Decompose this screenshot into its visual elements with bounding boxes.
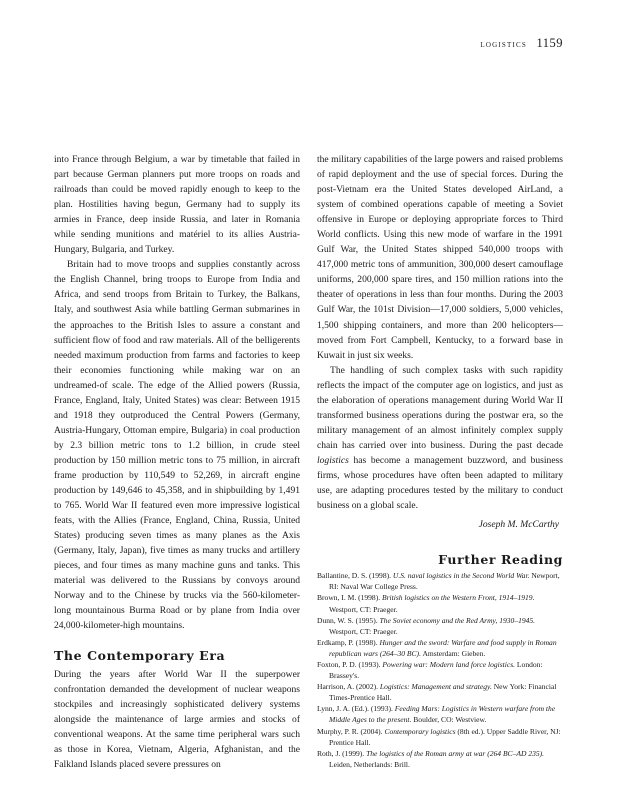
reference-title: Feeding Mars: Logistics in Western warfare from the Middle Ages to the present.	[329, 704, 556, 725]
reference-author-date: Foxton, P. D. (1993).	[317, 659, 383, 669]
reference-title: Contemporary logistics	[384, 726, 456, 736]
reference-title: British logistics on the Western Front, 1914–1919.	[381, 593, 535, 603]
reference-publisher: Westport, CT: Praeger.	[329, 604, 398, 614]
reference-title: The Soviet economy and the Red Army, 1930–1945.	[379, 615, 536, 625]
reference-publisher: Amsterdam: Gieben.	[420, 648, 486, 658]
reference-publisher: Newport, RI: Naval War College Press.	[329, 571, 560, 592]
right-column	[317, 152, 563, 770]
reference-author-date: Ballantine, D. S. (1998).	[317, 571, 393, 581]
reference-title: The logistics of the Roman army at war (264 BC–AD 235).	[366, 748, 545, 758]
body-paragraph: During the years after World War II the superpower confrontation demanded the development of nuclear weapons stockpiles and increasingly sophisticated delivery systems alongside the maintenance of large armies and stocks of conventional weapons. At the same time peripheral wars such as those in Korea, Vietnam, Algeria, Afghanistan, and the Falkland Islands placed severe pressures on	[54, 668, 300, 770]
reference-title: Powering war: Modern land force logistics.	[382, 659, 516, 669]
author-signature: Joseph M. McCarthy	[478, 519, 559, 531]
reference-item	[317, 615, 563, 637]
left-column	[54, 152, 300, 772]
body-paragraph	[317, 363, 563, 513]
reference-item	[317, 637, 563, 659]
paragraph-text: The handling of such complex tasks with such rapidity reflects the impact of the computer age on logistics, and just as the elaboration of operations management during World War II transformed business operations during the postwar era, so the military management of an almost infinitely complex supply chain has carried over into business. During the past decade	[317, 364, 563, 451]
reference-item	[317, 703, 563, 725]
reference-publisher: New York: Financial Times-Prentice Hall.	[329, 682, 557, 703]
emphasized-term: logistics	[317, 454, 349, 466]
reference-author-date: Dunn, W. S. (1995).	[317, 615, 380, 625]
section-heading: The Contemporary Era	[54, 647, 226, 663]
further-reading-heading: Further Reading	[438, 552, 563, 568]
reference-author-date: Murphy, P. R. (2004).	[317, 726, 385, 736]
reference-title: Hunger and the sword: Warfare and food supply in Roman republican wars (264–30 BC).	[329, 637, 557, 658]
body-paragraph: Britain had to move troops and supplies constantly across the English Channel, bring troops to Europe from India and Africa, and send troops from Britain to Turkey, the Balkans, Italy, and southwest Asia while battling German submarines in the approaches to the British Isles to assure a constant and sufficient flow of food and raw materials. All of the belligerents needed maximum production from farms and factories to keep their economies functioning while making war on an undreamed-of scale. The edge of the Allied powers (Russia, France, England, Italy, United States) was clear: Between 1915 and 1918 they outproduced the Central Powers (Germany, Austria-Hungary, Ottoman empire, Bulgaria) in coal production by 2.3 billion metric tons to 1.2 billion, in crude steel production by 150 million metric tons to 75 million, in aircraft frame production by 110,549 to 52,269, in aircraft engine production by 149,646 to 45,358, and in shipbuilding by 1,491 to 765. World War II featured even more impressive logistical feats, with the Allies (France, England, China, Russia, United States) producing seven times as many planes as the Axis (Germany, Italy, Japan), five times as many trucks and artillery pieces, and four times as many machine guns and tanks. This material was delivered to the Russians by convoys around Norway and to the Chinese by trucks via the 560-kilometer-long mountainous Burma Road or by plane from India over 24,000-kilometer-high mountains.	[54, 259, 300, 632]
reference-author-date: Harrison, A. (2002).	[317, 682, 380, 692]
reference-title: Logistics: Management and strategy.	[379, 682, 492, 692]
running-head-section: logistics	[480, 40, 527, 50]
reference-publisher: London: Brassey's.	[329, 659, 543, 681]
reference-author-date: Brown, I. M. (1998).	[317, 593, 382, 603]
reference-publisher: Boulder, CO: Westview.	[411, 715, 487, 725]
paragraph-text: has become a management buzzword, and business firms, whose procedures have often been adapted to military use, are adapting procedures tested by the military to conduct business on a global scale.	[317, 454, 563, 512]
body-paragraph: into France through Belgium, a war by timetable that failed in part because German planners put more troops on roads and railroads than could be moved rapidly enough to keep to the plan. Hostilities having begun, Germany had to supply its armies in France, deep inside Russia, and later in Romania while sending munitions and matériel to its allies Austria-Hungary, Bulgaria, and Turkey.	[54, 154, 300, 256]
reference-publisher: (8th ed.). Upper Saddle River, NJ: Prentice Hall.	[329, 726, 561, 747]
reference-item	[317, 726, 563, 748]
reference-author-date: Erdkamp, P. (1998).	[317, 637, 380, 647]
page-number: 1159	[536, 36, 563, 50]
reference-title: U.S. naval logistics in the Second World War.	[392, 571, 530, 581]
reference-item	[317, 748, 563, 770]
reference-publisher: Westport, CT: Praeger.	[329, 626, 398, 636]
body-paragraph: the military capabilities of the large powers and raised problems of rapid deployment and the use of special forces. During the post-Vietnam era the United States developed AirLand, a system of combined operations capable of meeting a Soviet offensive in Europe or deploying appropriate forces to Third World conflicts. Using this new mode of warfare in the 1991 Gulf War, the United States shipped 540,000 troops with 417,000 metric tons of ammunition, 300,000 desert camouflage uniforms, 200,000 spare tires, and 150 million rations into the theater of operations in less than four months. During the 2003 Gulf War, the 101st Division—17,000 soldiers, 5,000 vehicles, 1,500 shipping containers, and more than 200 helicopters—moved from Fort Campbell, Kentucky, to a forward base in Kuwait in just six weeks.	[317, 154, 563, 361]
reference-author-date: Roth, J. (1999).	[317, 748, 367, 758]
reference-item	[317, 681, 563, 703]
reference-publisher: Leiden, Netherlands: Brill.	[329, 759, 410, 769]
reference-item	[317, 659, 563, 681]
reference-item	[317, 570, 563, 592]
reference-author-date: Lynn, J. A. (Ed.). (1993).	[317, 704, 395, 714]
reference-item	[317, 592, 563, 614]
running-header	[480, 36, 563, 51]
reference-list	[317, 570, 563, 770]
